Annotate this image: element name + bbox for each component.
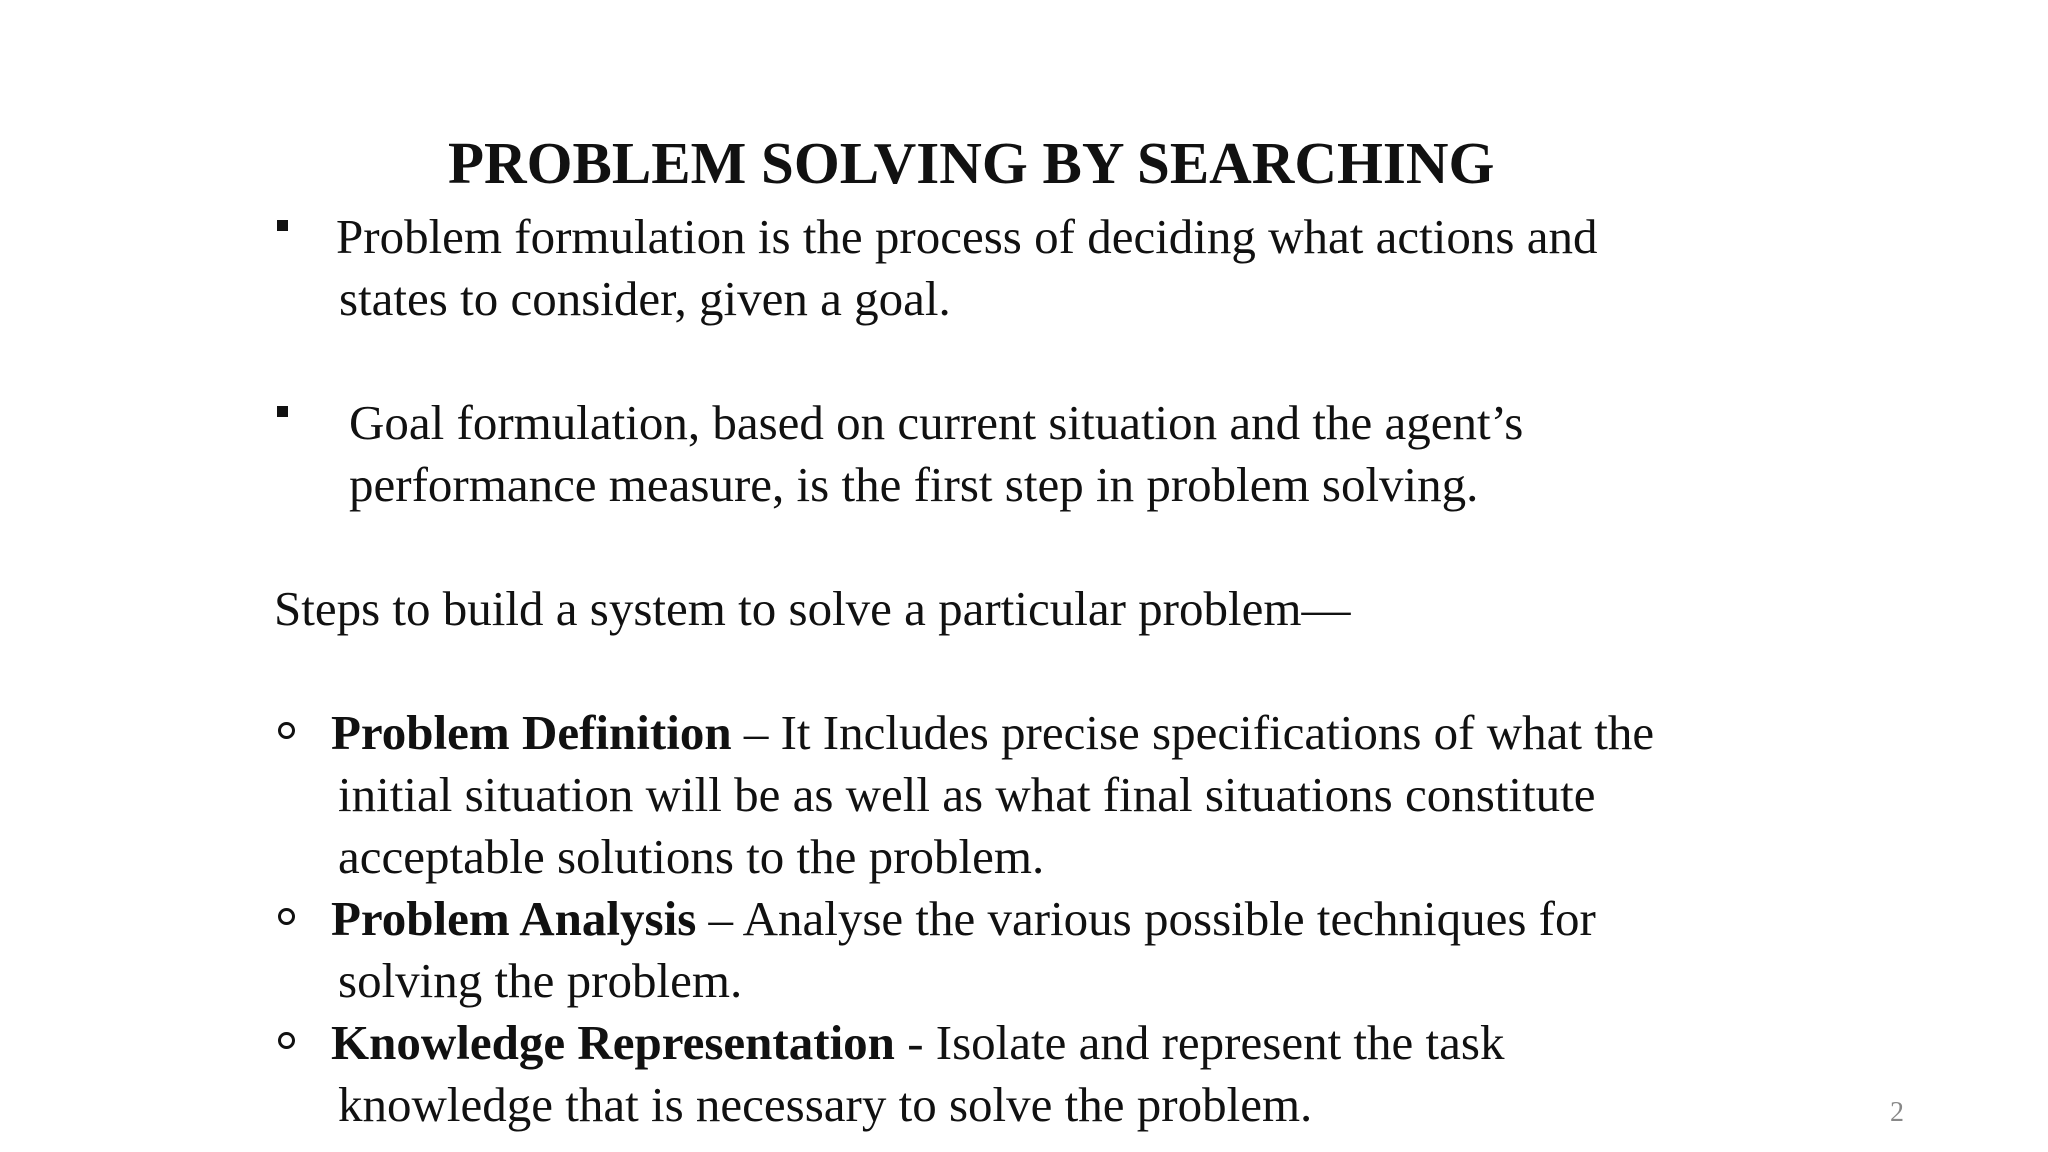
circle-bullet-icon <box>278 908 295 925</box>
step-problem-definition <box>331 702 1654 888</box>
circle-bullet-icon <box>278 722 295 739</box>
step-line: initial situation will be as well as what final situations constitute <box>338 767 1596 822</box>
step-term: Knowledge Representation <box>331 1015 895 1070</box>
bullet-goal-formulation <box>349 392 1523 516</box>
step-line: solving the problem. <box>338 953 743 1008</box>
bullet-problem-formulation <box>336 206 1597 330</box>
square-bullet-icon <box>277 406 288 417</box>
page-number: 2 <box>1890 1097 1904 1128</box>
step-term: Problem Analysis <box>331 891 697 946</box>
bullet-line: Goal formulation, based on current situation and the agent’s <box>349 395 1524 450</box>
step-line: acceptable solutions to the problem. <box>338 829 1045 884</box>
square-bullet-icon <box>277 220 288 231</box>
circle-bullet-icon <box>278 1032 295 1049</box>
step-description: - Isolate and represent the task <box>894 1015 1505 1070</box>
steps-intro: Steps to build a system to solve a particular problem— <box>274 581 1351 636</box>
step-knowledge-representation <box>331 1012 1504 1136</box>
step-line: knowledge that is necessary to solve the problem. <box>338 1077 1313 1132</box>
step-description: – It Includes precise specifications of what the <box>731 705 1655 760</box>
bullet-line: Problem formulation is the process of deciding what actions and <box>336 209 1598 264</box>
step-description: – Analyse the various possible techniques for <box>696 891 1596 946</box>
step-term: Problem Definition <box>331 705 732 760</box>
bullet-line: performance measure, is the first step in problem solving. <box>349 457 1479 512</box>
step-problem-analysis <box>331 888 1596 1012</box>
slide-title: PROBLEM SOLVING BY SEARCHING <box>448 130 1495 196</box>
bullet-line: states to consider, given a goal. <box>339 271 951 326</box>
